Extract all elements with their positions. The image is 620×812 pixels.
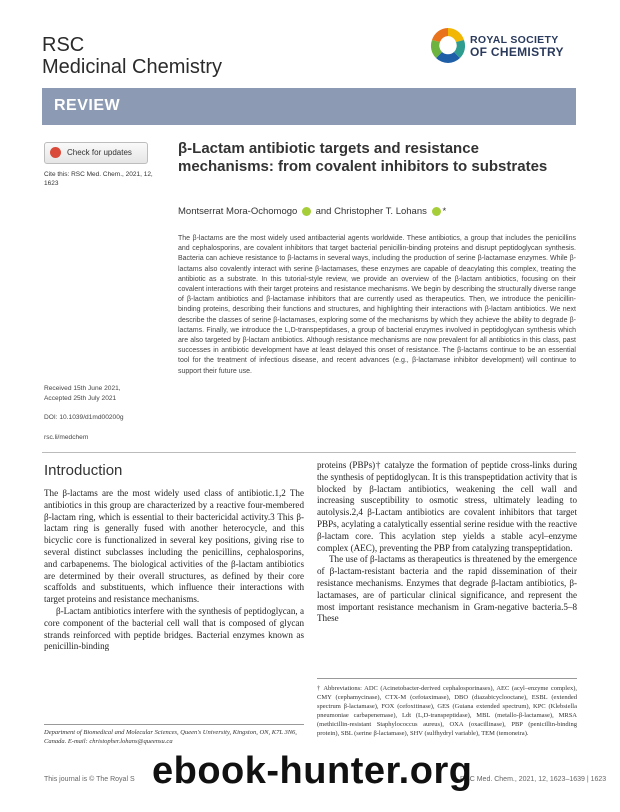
rsc-logo-icon: [430, 26, 466, 66]
footnote-divider: [317, 678, 577, 679]
footnote: † Abbreviations: ADC (Acinetobacter-derived cephalosporinases), AEC (acyl–enzyme complex), CMY (cephamycinase), CTX-M (cefotaximase), DBO (diazabicyclooctane), ESBL (extended spectrum β-lactamase), FOX (cefoxitinase), GES (Guiana extended spectrum), KPC (Klebsiella pneumoniae carbapenemase), Ldt (L,D-transpeptidase), MBL (metallo-β-lactamase), MRSA (methicillin-resistant Staphylococcus aureus), OXA (oxacillinase), PBP (penicillin-binding protein), SBL (serine β-lactamase), SHV (sulfhydryl variable), TEM (temoneira).: [317, 685, 577, 737]
check-updates-button[interactable]: [44, 142, 148, 164]
citation: Cite this: RSC Med. Chem., 2021, 12, 1623: [44, 171, 153, 187]
section-heading: Introduction: [44, 462, 123, 479]
body-paragraph: β-Lactam antibiotics interfere with the synthesis of peptidoglycan, a core component of the bacterial cell wall that is composed of glycan strands reinforced with peptide bridges. Bacterial enzymes known as penicillin-binding: [44, 605, 304, 652]
author-name[interactable]: Christopher T. Lohans: [334, 206, 427, 217]
article-type-banner: [42, 88, 576, 125]
body-column-left: [44, 488, 304, 653]
section-divider: [42, 452, 576, 453]
body-paragraph: The β-lactams are the most widely used class of antibiotic.1,2 The antibiotics in this group are characterized by a reactive four-membered β-lactam ring, which is essential to their bactericidal activity.3 This β-lactam ring is generally fused with another heterocycle, and this bicyclic core is functionalized in several key positions, giving rise to several distinct subclasses including the penicillins, cephalosporins, and carbapenems. The biological activities of the β-lactam antibiotics are determined by their overall structures, as defined by their core scaffolds and substituents, which influence their interactions with target proteins and resistance mechanisms.: [44, 488, 304, 605]
article-title: β-Lactam antibiotic targets and resistance mechanisms: from covalent inhibitors to substrates: [178, 140, 548, 175]
body-column-right: [317, 460, 577, 625]
footer-right: RSC Med. Chem., 2021, 12, 1623–1639 | 1623: [460, 776, 607, 783]
author-list: [178, 206, 558, 217]
body-paragraph: The use of β-lactams as therapeutics is threatened by the emergence of β-lactam-resistant bacteria and the rapid dissemination of their resistance mechanisms. Enzymes that degrade β-lactam antibiotics, β-lactamases, are of particular clinical significance, and represent the most important resistance mechanism in Gram-negative bacteria.5–8 These: [317, 554, 577, 624]
journal-title: [42, 34, 222, 78]
author-conjunction: and: [315, 206, 332, 217]
check-updates-label: Check for updates: [67, 148, 132, 157]
accepted-date: Accepted 25th July 2021: [44, 394, 117, 402]
affiliation-divider: [44, 724, 304, 725]
doi-link[interactable]: DOI: 10.1039/d1md00200g: [44, 414, 124, 421]
received-date: Received 15th June 2021,: [44, 385, 121, 392]
refresh-icon: [50, 147, 61, 158]
body-paragraph: proteins (PBPs)† catalyze the formation of peptide cross-links during the synthesis of peptidoglycan. It is this transpeptidation activity that is blocked by β-lactam antibiotics, weakening the cell wall and increasing susceptibility to osmotic stress, ultimately leading to autolysis.2,4 β-Lactam antibiotics are covalent inhibitors that target PBPs, acylating a catalytically essential serine residue with the reactive β-lactam core. This acylation step yields a stable acyl–enzyme complex (AEC), preventing the PBP from catalyzing transpeptidation.: [317, 460, 577, 553]
journal-title-line2: Medicinal Chemistry: [42, 56, 223, 78]
article-type-label: REVIEW: [54, 97, 121, 114]
journal-link[interactable]: rsc.li/medchem: [44, 433, 89, 441]
article-dates: [44, 384, 164, 442]
journal-title-line1: RSC: [42, 34, 85, 56]
orcid-icon[interactable]: [432, 207, 441, 216]
publisher-line1: ROYAL SOCIETY: [470, 34, 559, 46]
publisher-name: [470, 34, 564, 58]
publisher-line2: OF CHEMISTRY: [470, 45, 564, 59]
affiliation: Department of Biomedical and Molecular Sciences, Queen's University, Kingston, ON, K7L 3N6, Canada. E-mail: christopher.lohans@queensu.ca: [44, 729, 297, 746]
orcid-icon[interactable]: [302, 207, 311, 216]
author-name[interactable]: Montserrat Mora-Ochomogo: [178, 206, 298, 217]
footer-left: This journal is © The Royal S: [44, 776, 135, 783]
watermark: ebook-hunter.org: [152, 750, 473, 792]
corresponding-mark: *: [442, 206, 447, 217]
abstract: The β-lactams are the most widely used antibacterial agents worldwide. These antibiotics, a group that includes the penicillins and cephalosporins, are covalent inhibitors that target bacterial penicillin-binding proteins and disrupt peptidoglycan synthesis. Bacteria can achieve resistance to β-lactams in several ways, including the production of serine β-lactamase enzymes. While β-lactams also covalently interact with serine β-lactamases, these enzymes are capable of deacylating this complex, treating the antibiotic as a substrate. In this tutorial-style review, we provide an overview of the β-lactam antibiotics, focusing on their covalent interactions with their target proteins and resistance mechanisms. We begin by describing the structurally diverse range of β-lactam antibiotics and β-lactamase inhibitors that are currently used as therapeutics. Then, we introduce the penicillin-binding proteins, describing their functions and structures, and highlighting their interactions with β-lactam antibiotics. We next describe the classes of serine β-lactamases, exploring some of the mechanisms by which they achieve the ability to degrade β-lactams. Finally, we introduce the L,D-transpeptidases, a group of bacterial enzymes involved in peptidoglycan synthesis which are also targeted by β-lactam antibiotics. Although resistance mechanisms are now prevalent for all antibiotics in this class, past successes in antibiotic development have at least delayed this onset of resistance. The β-lactams continue to be an essential tool for the treatment of infectious disease, and recent advances (e.g., β-lactamase inhibitor development) will continue to support their future use.: [178, 235, 576, 375]
